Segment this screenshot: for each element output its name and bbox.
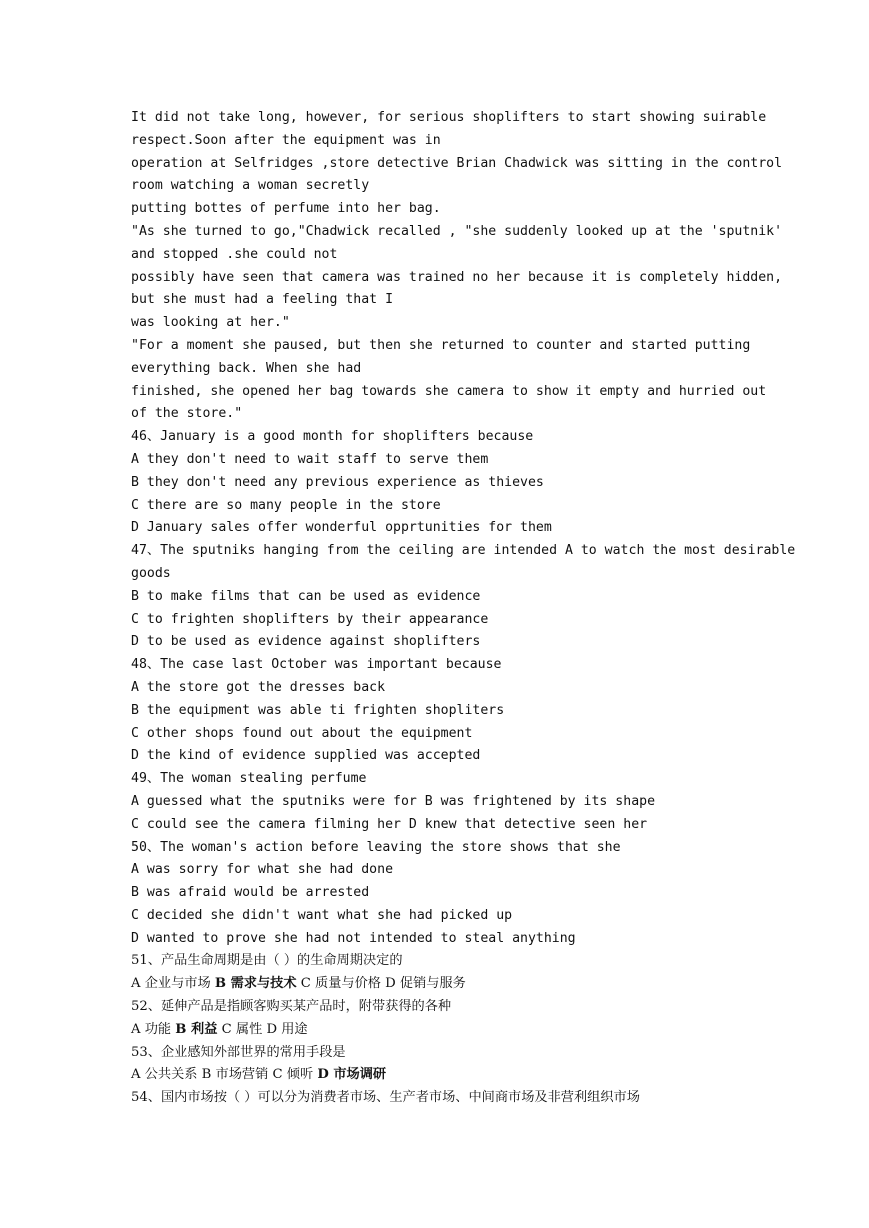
passage-line: operation at Selfridges ,store detective Brian Chadwick was sitting in the control [131,155,783,171]
document-page [131,107,796,1110]
passage-line: possibly have seen that camera was trained no her because it is completely hidden, [131,269,783,285]
passage-line: of the store." [131,406,243,422]
question-53-stem: 53、企业感知外部世界的常用手段是 [131,1044,346,1060]
passage-line: everything back. When she had [131,360,362,376]
question-option: A the store got the dresses back [131,679,386,695]
passage-line: room watching a woman secretly [131,178,370,194]
question-option: B the equipment was able ti frighten shopliters [131,702,505,718]
passage-line: respect.Soon after the equipment was in [131,132,441,148]
question-54-stem: 54、国内市场按（ ）可以分为消费者市场、生产者市场、中间商市场及非营利组织市场 [131,1090,640,1106]
question-52-options [131,1019,743,1042]
question-option: D the kind of evidence supplied was accepted [131,748,481,764]
question-option: A they don't need to wait staff to serve them [131,451,489,467]
question-option: D January sales offer wonderful opprtunities for them [131,520,552,536]
question-50-stem: 50、The woman's action before leaving the store shows that she [131,839,621,855]
question-46-stem: 46、January is a good month for shoplifters because [131,429,534,445]
option-text: A 公共关系 B 市场营销 C 倾听 [131,1067,318,1083]
question-53-options [131,1064,743,1087]
question-option: D to be used as evidence against shoplifters [131,634,481,650]
passage-line: "For a moment she paused, but then she returned to counter and started putting [131,337,751,353]
question-51-stem: 51、产品生命周期是由（ ）的生命周期决定的 [131,953,403,969]
question-option: D wanted to prove she had not intended to steal anything [131,930,576,946]
question-option: B they don't need any previous experience as thieves [131,474,544,490]
question-option: C could see the camera filming her D knew that detective seen her [131,816,648,832]
passage-line: but she must had a feeling that I [131,292,394,308]
question-option: A guessed what the sputniks were for B was frightened by its shape [131,793,656,809]
passage-line: "As she turned to go,"Chadwick recalled , "she suddenly looked up at the 'sputnik' [131,223,783,239]
question-47-stem-cont: goods [131,565,171,581]
question-option: A was sorry for what she had done [131,862,394,878]
passage-line: It did not take long, however, for serious shoplifters to start showing suirable [131,110,767,125]
passage-line: finished, she opened her bag towards she camera to show it empty and hurried out [131,383,767,399]
question-option: B to make films that can be used as evidence [131,588,481,604]
answer-highlight: D 市场调研 [317,1067,387,1083]
passage-line: putting bottes of perfume into her bag. [131,201,441,217]
question-52-stem: 52、延伸产品是指顾客购买某产品时，附带获得的各种 [131,999,452,1015]
question-option: B was afraid would be arrested [131,885,370,901]
question-option: C there are so many people in the store [131,497,441,513]
option-text: A 功能 [131,1021,176,1037]
question-48-stem: 48、The case last October was important because [131,657,502,673]
question-51-options [131,973,743,996]
english-questions [131,426,796,950]
question-option: C decided she didn't want what she had picked up [131,907,513,923]
answer-highlight: B 利益 [175,1021,218,1037]
option-text: C 质量与价格 D 促销与服务 [296,976,466,992]
reading-passage [131,107,783,426]
chinese-questions [131,950,743,1110]
option-text: A 企业与市场 [131,976,215,992]
passage-line: was looking at her." [131,315,290,331]
question-49-stem: 49、The woman stealing perfume [131,771,367,787]
question-option: C other shops found out about the equipment [131,725,473,741]
option-text: C 属性 D 用途 [217,1021,308,1037]
question-option: C to frighten shoplifters by their appearance [131,611,489,627]
question-47-stem: 47、The sputniks hanging from the ceiling are intended A to watch the most desirable [131,543,796,559]
answer-highlight: B 需求与技术 [214,976,297,992]
passage-line: and stopped .she could not [131,246,338,262]
